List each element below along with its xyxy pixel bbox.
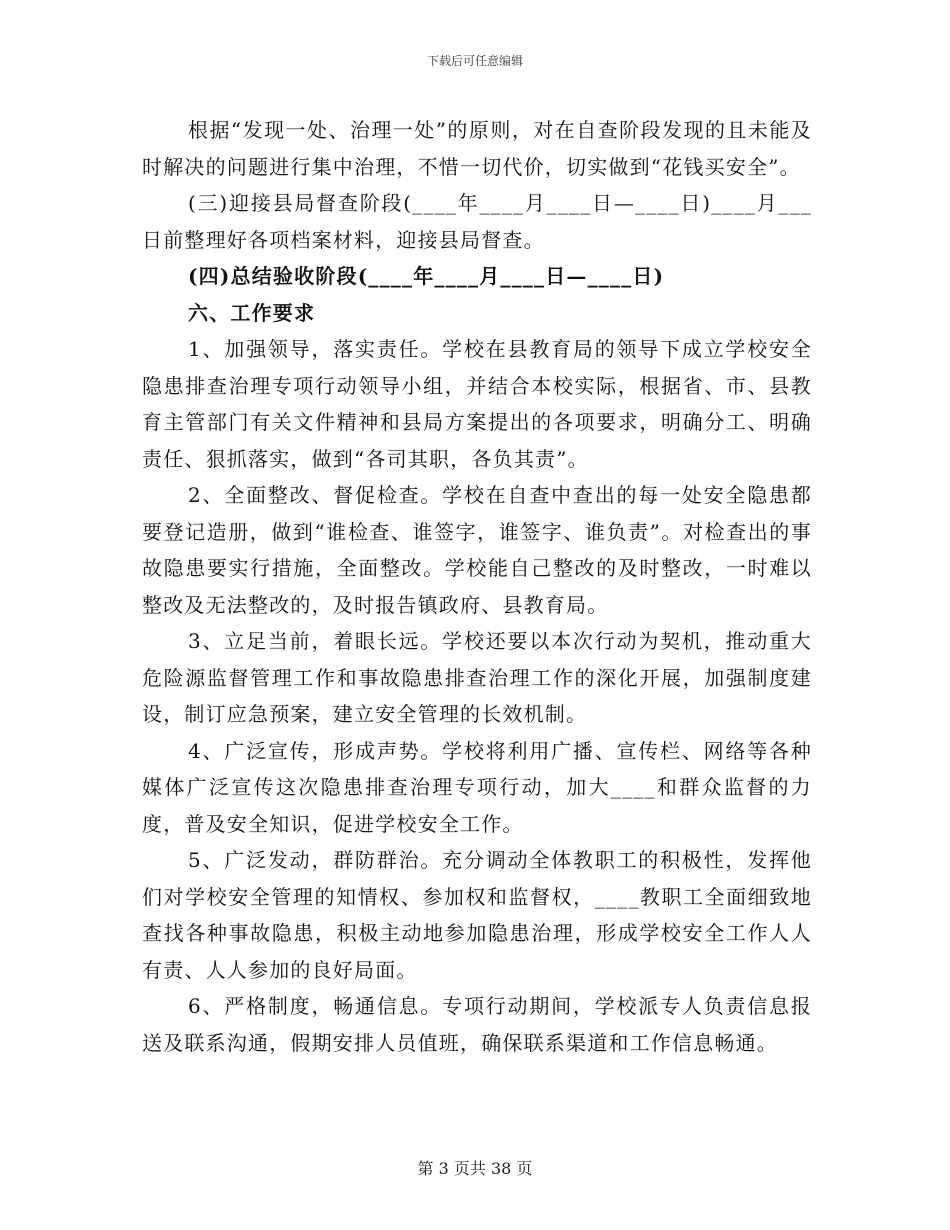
section-heading-work-requirements: 六、工作要求 (188, 300, 316, 325)
paragraph-summary-acceptance-stage: (四)总结验收阶段(____年____月____日—____日) (188, 264, 665, 288)
paragraph-concentrated-rectification: 根据“发现一处、治理一处”的原则，对在自查阶段发现的且未能及时解决的问题进行集中治理，不惜一切代价，切实做到“花钱买安全”。 (142, 118, 812, 179)
paragraph-requirement-1: 1、加强领导，落实责任。学校在县教育局的领导下成立学校安全隐患排查治理专项行动领导小组，并结合本校实际，根据省、市、县教育主管部门有关文件精神和县局方案提出的各项要求，明确分工、明确责任、狠抓落实，做到“各司其职，各负其责”。 (142, 337, 812, 471)
paragraph-county-inspection-stage: (三)迎接县局督查阶段(____年____月____日—____日)____月___日前整理好各项档案材料，迎接县局督查。 (142, 191, 812, 252)
paragraph-requirement-4: 4、广泛宣传，形成声势。学校将利用广播、宣传栏、网络等各种媒体广泛宣传这次隐患排查治理专项行动，加大____和群众监督的力度，普及安全知识，促进学校安全工作。 (142, 738, 812, 836)
page-header: 下载后可任意编辑 (426, 54, 523, 68)
paragraph-requirement-6: 6、严格制度，畅通信息。专项行动期间，学校派专人负责信息报送及联系沟通，假期安排人员值班，确保联系渠道和工作信息畅通。 (142, 994, 812, 1055)
page-footer: 第 3 页共 38 页 (417, 1159, 533, 1178)
paragraph-requirement-2: 2、全面整改、督促检查。学校在自查中查出的每一处安全隐患都要登记造册，做到“谁检查、谁签字，谁签字、谁负责”。对检查出的事故隐患要实行措施，全面整改。学校能自己整改的及时整改，一时难以整改及无法整改的，及时报告镇政府、县教育局。 (142, 483, 812, 617)
paragraph-requirement-3: 3、立足当前，着眼长远。学校还要以本次行动为契机，推动重大危险源监督管理工作和事故隐患排查治理工作的深化开展，加强制度建设，制订应急预案，建立安全管理的长效机制。 (142, 629, 812, 726)
document-body (142, 112, 812, 1061)
paragraph-requirement-5: 5、广泛发动，群防群治。充分调动全体教职工的积极性，发挥他们对学校安全管理的知情权、参加权和监督权，____教职工全面细致地查找各种事故隐患，积极主动地参加隐患治理，形成学校安全工作人人有责、人人参加的良好局面。 (142, 848, 812, 982)
